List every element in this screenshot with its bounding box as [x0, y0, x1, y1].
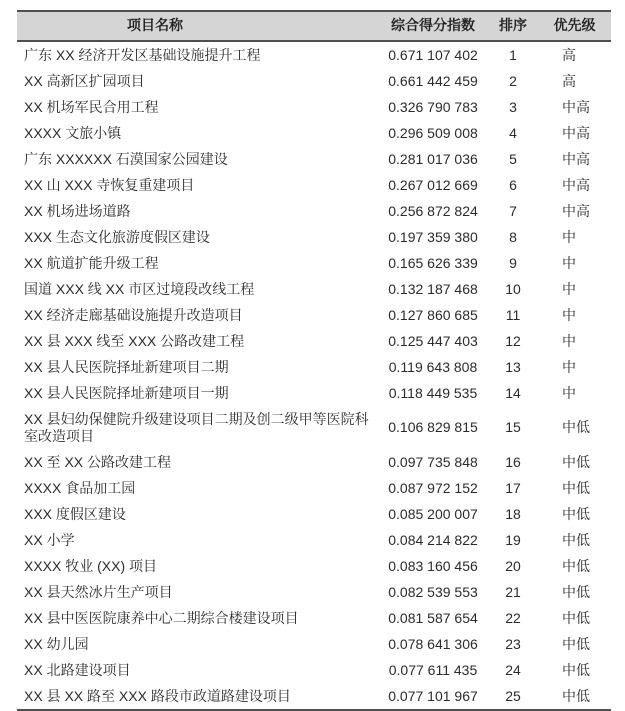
- rank-value: 13: [505, 358, 521, 375]
- project-name: 广东 XX 经济开发区基础设施提升工程: [24, 46, 261, 63]
- col-header-score-index: 综合得分指数: [378, 11, 488, 41]
- score-value: 0.083 160 456: [388, 557, 478, 574]
- project-name: XX 县人民医院择址新建项目一期: [24, 384, 229, 401]
- score-value: 0.087 972 152: [388, 479, 478, 496]
- project-name: XX 县天然冰片生产项目: [24, 583, 173, 600]
- rank-value: 19: [505, 531, 521, 548]
- score-value: 0.097 735 848: [388, 453, 478, 470]
- project-name: XX 县中医医院康养中心二期综合楼建设项目: [24, 609, 299, 626]
- table-row: [17, 657, 611, 683]
- score-value: 0.118 449 535: [388, 384, 478, 401]
- rank-value: 18: [505, 505, 521, 522]
- priority-value: 中低: [562, 505, 590, 522]
- priority-value: 中高: [562, 150, 590, 167]
- score-value: 0.256 872 824: [388, 202, 478, 219]
- table-row: [17, 449, 611, 475]
- priority-value: 中: [562, 280, 576, 297]
- score-value: 0.082 539 553: [388, 583, 478, 600]
- project-name: XX 县 XX 路至 XXX 路段市政道路建设项目: [24, 687, 291, 704]
- rank-value: 21: [505, 583, 521, 600]
- rank-value: 22: [505, 609, 521, 626]
- project-name: XX 山 XXX 寺恢复重建项目: [24, 176, 195, 193]
- project-name: XX 北路建设项目: [24, 661, 131, 678]
- rank-value: 5: [509, 150, 517, 167]
- priority-value: 中高: [562, 98, 590, 115]
- priority-value: 中低: [562, 583, 590, 600]
- project-name: XX 经济走廊基础设施提升改造项目: [24, 306, 243, 323]
- table-row: [17, 276, 611, 302]
- table-row: [17, 94, 611, 120]
- score-value: 0.078 641 306: [388, 635, 478, 652]
- project-name: XX 至 XX 公路改建工程: [24, 453, 172, 470]
- project-name: XXX 生态文化旅游度假区建设: [24, 228, 210, 245]
- rank-value: 7: [509, 202, 517, 219]
- score-value: 0.661 442 459: [388, 72, 478, 89]
- score-value: 0.326 790 783: [388, 98, 478, 115]
- score-value: 0.132 187 468: [388, 280, 478, 297]
- rank-value: 20: [505, 557, 521, 574]
- score-value: 0.197 359 380: [388, 228, 478, 245]
- table-row: [17, 328, 611, 354]
- priority-value: 中低: [562, 687, 590, 704]
- project-ranking-table: [17, 10, 611, 711]
- priority-value: 中高: [562, 176, 590, 193]
- project-name: XX 幼儿园: [24, 635, 89, 652]
- table-row: [17, 68, 611, 94]
- priority-value: 中: [562, 228, 576, 245]
- project-name: 广东 XXXXXX 石漠国家公园建设: [24, 150, 228, 167]
- rank-value: 4: [509, 124, 517, 141]
- rank-value: 9: [509, 254, 517, 271]
- rank-value: 14: [505, 384, 521, 401]
- score-value: 0.077 101 967: [388, 687, 478, 704]
- rank-value: 17: [505, 479, 521, 496]
- score-value: 0.267 012 669: [388, 176, 478, 193]
- project-ranking-table-container: [17, 10, 611, 711]
- rank-value: 8: [509, 228, 517, 245]
- rank-value: 23: [505, 635, 521, 652]
- rank-value: 3: [509, 98, 517, 115]
- table-row: [17, 120, 611, 146]
- table-row: [17, 631, 611, 657]
- table-row: [17, 683, 611, 710]
- table-row: [17, 406, 611, 449]
- project-name: XXXX 文旅小镇: [24, 124, 122, 141]
- table-row: [17, 250, 611, 276]
- project-name: XX 航道扩能升级工程: [24, 254, 159, 271]
- score-value: 0.165 626 339: [388, 254, 478, 271]
- table-row: [17, 380, 611, 406]
- priority-value: 中低: [562, 531, 590, 548]
- table-row: [17, 579, 611, 605]
- table-row: [17, 553, 611, 579]
- table-header: [17, 11, 611, 41]
- project-name: XX 小学: [24, 531, 75, 548]
- priority-value: 中低: [562, 609, 590, 626]
- rank-value: 11: [505, 306, 521, 323]
- rank-value: 1: [509, 46, 517, 63]
- rank-value: 25: [505, 687, 521, 704]
- score-value: 0.671 107 402: [388, 46, 478, 63]
- priority-value: 中: [562, 254, 576, 271]
- rank-value: 6: [509, 176, 517, 193]
- table-row: [17, 172, 611, 198]
- project-name: XX 县人民医院择址新建项目二期: [24, 358, 229, 375]
- priority-value: 中低: [562, 661, 590, 678]
- priority-value: 中低: [562, 453, 590, 470]
- score-value: 0.125 447 403: [388, 332, 478, 349]
- priority-value: 高: [562, 72, 576, 89]
- table-row: [17, 224, 611, 250]
- priority-value: 中低: [562, 557, 590, 574]
- project-name: 国道 XXX 线 XX 市区过境段改线工程: [24, 280, 255, 297]
- project-name: XX 高新区扩园项目: [24, 72, 145, 89]
- table-body: [17, 41, 611, 710]
- priority-value: 中低: [562, 479, 590, 496]
- header-row: [17, 11, 611, 41]
- score-value: 0.119 643 808: [388, 358, 478, 375]
- score-value: 0.077 611 435: [388, 661, 478, 678]
- priority-value: 中: [562, 332, 576, 349]
- project-name: XXXX 食品加工园: [24, 479, 136, 496]
- table-row: [17, 527, 611, 553]
- table-row: [17, 501, 611, 527]
- project-name: XX 机场进场道路: [24, 202, 131, 219]
- priority-value: 中低: [562, 419, 590, 435]
- table-row: [17, 41, 611, 68]
- score-value: 0.127 860 685: [388, 306, 478, 323]
- table-row: [17, 605, 611, 631]
- score-value: 0.281 017 036: [388, 150, 478, 167]
- rank-value: 2: [509, 72, 517, 89]
- score-value: 0.081 587 654: [388, 609, 478, 626]
- priority-value: 中低: [562, 635, 590, 652]
- col-header-project-name: 项目名称: [17, 11, 378, 41]
- priority-value: 高: [562, 46, 576, 63]
- rank-value: 16: [505, 453, 521, 470]
- project-name: XXXX 牧业 (XX) 项目: [24, 557, 158, 574]
- rank-value: 12: [505, 332, 521, 349]
- table-row: [17, 475, 611, 501]
- table-row: [17, 354, 611, 380]
- score-value: 0.084 214 822: [388, 531, 478, 548]
- table-row: [17, 198, 611, 224]
- score-value: 0.085 200 007: [388, 505, 478, 522]
- score-value: 0.296 509 008: [388, 124, 478, 141]
- priority-value: 中: [562, 358, 576, 375]
- col-header-rank: 排序: [488, 11, 538, 41]
- project-name: XX 县妇幼保健院升级建设项目二期及创二级甲等医院科室改造项目: [24, 410, 369, 444]
- table-row: [17, 302, 611, 328]
- priority-value: 中: [562, 306, 576, 323]
- priority-value: 中: [562, 384, 576, 401]
- rank-value: 15: [505, 419, 521, 435]
- project-name: XXX 度假区建设: [24, 505, 126, 522]
- project-name: XX 机场军民合用工程: [24, 98, 159, 115]
- priority-value: 中高: [562, 124, 590, 141]
- rank-value: 24: [505, 661, 521, 678]
- col-header-priority: 优先级: [538, 11, 611, 41]
- priority-value: 中高: [562, 202, 590, 219]
- project-name: XX 县 XXX 线至 XXX 公路改建工程: [24, 332, 245, 349]
- rank-value: 10: [505, 280, 521, 297]
- table-row: [17, 146, 611, 172]
- score-value: 0.106 829 815: [388, 419, 478, 435]
